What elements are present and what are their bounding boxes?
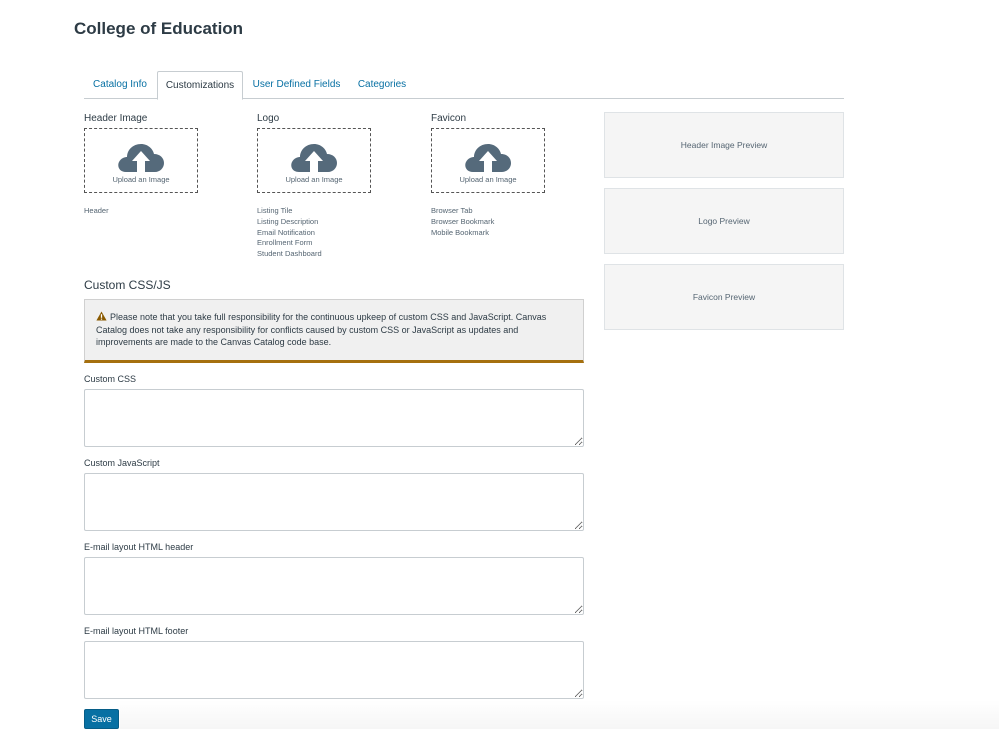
custom-css-label: Custom CSS (84, 374, 137, 384)
custom-css-js-title: Custom CSS/JS (84, 278, 171, 292)
custom-javascript-input[interactable] (84, 473, 584, 531)
upload-button-label: Upload an Image (112, 175, 170, 184)
logo-section (257, 113, 377, 260)
favicon-section (431, 113, 551, 238)
warning-alert (84, 299, 584, 363)
header-image-preview: Header Image Preview (604, 112, 844, 178)
email-header-input[interactable] (84, 557, 584, 615)
email-footer-label: E-mail layout HTML footer (84, 626, 189, 636)
cloud-upload-icon (289, 141, 339, 173)
header-image-upload-button[interactable] (84, 128, 198, 193)
custom-javascript-label: Custom JavaScript (84, 458, 160, 468)
usage-item: Email Notification (257, 227, 315, 237)
email-header-label: E-mail layout HTML header (84, 542, 194, 552)
logo-label: Logo (257, 113, 280, 124)
usage-item: Browser Bookmark (431, 216, 495, 226)
usage-list (84, 206, 204, 217)
usage-item: Listing Description (257, 216, 319, 226)
warning-icon (96, 311, 107, 321)
upload-button-label: Upload an Image (459, 175, 517, 184)
tab-catalog-info[interactable]: Catalog Info (93, 79, 147, 90)
usage-list (257, 206, 377, 260)
cloud-upload-icon (116, 141, 166, 173)
page-title: College of Education (74, 19, 244, 38)
usage-item: Enrollment Form (257, 238, 313, 248)
header-image-label: Header Image (84, 113, 148, 124)
tab-categories[interactable]: Categories (357, 79, 407, 90)
favicon-label: Favicon (431, 113, 467, 124)
tab-user-defined-fields[interactable]: User Defined Fields (252, 79, 341, 90)
header-image-section (84, 113, 204, 217)
usage-item: Listing Tile (257, 206, 293, 215)
tab-bar (84, 71, 844, 99)
usage-list (431, 206, 551, 238)
custom-css-input[interactable] (84, 389, 584, 447)
usage-item: Student Dashboard (257, 249, 322, 259)
tab-customizations[interactable]: Customizations (157, 71, 243, 100)
warning-text: Please note that you take full responsibility for the continuous upkeep of custom CSS and JavaScript. Canvas Catalog does not take any responsibility for conflicts caused by custom CSS or JavaScript as updates and improvements are made to the Canvas Catalog code base. (96, 312, 547, 347)
favicon-preview: Favicon Preview (604, 264, 844, 330)
upload-button-label: Upload an Image (285, 175, 343, 184)
usage-item: Mobile Bookmark (431, 227, 489, 237)
logo-preview: Logo Preview (604, 188, 844, 254)
cloud-upload-icon (463, 141, 513, 173)
email-footer-input[interactable] (84, 641, 584, 699)
usage-item: Browser Tab (431, 206, 473, 215)
save-button[interactable]: Save (84, 709, 119, 729)
usage-item: Header (84, 206, 109, 215)
logo-upload-button[interactable] (257, 128, 371, 193)
bottom-shadow (120, 700, 999, 729)
favicon-upload-button[interactable] (431, 128, 545, 193)
